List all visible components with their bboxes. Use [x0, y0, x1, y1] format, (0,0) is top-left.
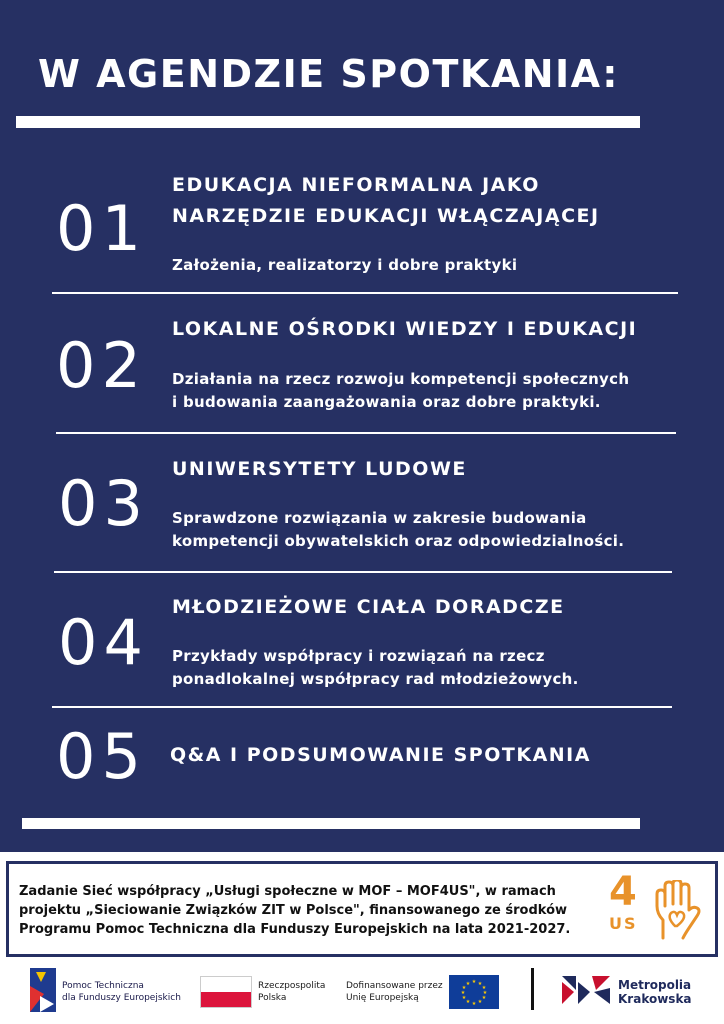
pl-logo-line: Polska [258, 993, 287, 1003]
svg-text:★: ★ [465, 999, 471, 1005]
svg-text:★: ★ [482, 990, 488, 996]
agenda-heading [172, 314, 637, 345]
agenda-description [172, 368, 629, 414]
funding-info-line: projektu „Sieciowanie Związków ZIT w Polsce", finansowanego ze środków [19, 903, 568, 918]
svg-text:★: ★ [471, 1001, 477, 1007]
agenda-description-line: i budowania zaangażowania oraz dobre praktyki. [172, 393, 601, 411]
svg-text:★: ★ [460, 990, 466, 996]
agenda-number: 02 [56, 329, 147, 402]
agenda-description-line: Przykłady współpracy i rozwiązań na rzecz [172, 647, 545, 665]
svg-text:★: ★ [477, 999, 483, 1005]
metropolia-logo-icon [562, 976, 612, 1006]
eu-flag-icon [449, 975, 499, 1009]
agenda-heading-line: MŁODZIEŻOWE CIAŁA DORADCZE [172, 596, 565, 618]
funding-info-text [19, 882, 570, 939]
hand-heart-icon [649, 880, 707, 944]
title-underline [16, 116, 640, 128]
eu-logo-line: Dofinansowane przez [346, 981, 443, 991]
fe-logo-line: Pomoc Techniczna [62, 981, 144, 991]
polish-flag-icon [200, 976, 252, 1008]
eu-logo-text [346, 980, 443, 1004]
funding-info-line: Programu Pomoc Techniczna dla Funduszy Europejskich na lata 2021-2027. [19, 922, 571, 937]
svg-text:★: ★ [481, 995, 487, 1001]
divider [52, 706, 672, 708]
pl-logo-line: Rzeczpospolita [258, 981, 326, 991]
svg-text:★: ★ [465, 981, 471, 987]
agenda-description-line: Sprawdzone rozwiązania w zakresie budowania [172, 509, 587, 527]
agenda-number: 04 [58, 606, 149, 679]
agenda-heading-line: EDUKACJA NIEFORMALNA JAKO [172, 174, 540, 196]
metropolia-logo-line: Metropolia [618, 978, 692, 992]
agenda-heading-line: NARZĘDZIE EDUKACJI WŁĄCZAJĄCEJ [172, 205, 600, 227]
agenda-description [172, 507, 624, 553]
footer-logos [0, 960, 724, 1024]
agenda-description-line: Działania na rzecz rozwoju kompetencji społecznych [172, 370, 630, 388]
svg-text:★: ★ [461, 985, 467, 991]
agenda-description [172, 254, 517, 277]
agenda-heading [172, 170, 600, 232]
footer-separator [531, 968, 534, 1010]
agenda-heading [172, 592, 565, 623]
fe-logo-text [62, 980, 181, 1004]
svg-text:★: ★ [461, 995, 467, 1001]
page-title: W AGENDZIE SPOTKANIA: [38, 52, 619, 96]
agenda-heading-line: Q&A I PODSUMOWANIE SPOTKANIA [170, 744, 591, 766]
bottom-bar [22, 818, 640, 829]
agenda-description-line: ponadlokalnej współpracy rad młodzieżowych. [172, 670, 579, 688]
mof4us-logo [607, 869, 707, 948]
logo-us-text: US [609, 914, 638, 933]
logo-4-text: 4 [609, 869, 637, 915]
agenda-number: 01 [56, 192, 147, 265]
agenda-heading-line: UNIWERSYTETY LUDOWE [172, 458, 467, 480]
agenda-description-line: Założenia, realizatorzy i dobre praktyki [172, 256, 518, 274]
metropolia-logo-line: Krakowska [618, 992, 692, 1006]
svg-text:★: ★ [477, 981, 483, 987]
divider [56, 432, 676, 434]
svg-text:★: ★ [471, 979, 477, 985]
divider [54, 571, 672, 573]
agenda-heading [172, 454, 467, 485]
pl-logo-text [258, 980, 325, 1004]
agenda-description-line: kompetencji obywatelskich oraz odpowiedzialności. [172, 532, 625, 550]
divider [52, 292, 678, 294]
funding-info-box [6, 861, 718, 957]
agenda-number: 03 [58, 467, 149, 540]
agenda-number: 05 [56, 720, 147, 793]
agenda-heading-line: LOKALNE OŚRODKI WIEDZY I EDUKACJI [172, 318, 638, 340]
metropolia-logo-text [618, 978, 692, 1006]
fe-logo-line: dla Funduszy Europejskich [62, 993, 181, 1003]
agenda-description [172, 645, 579, 691]
funding-info-line: Zadanie Sieć współpracy „Usługi społeczne w MOF – MOF4US", w ramach [19, 884, 556, 899]
fe-logo-icon [30, 968, 56, 1012]
agenda-heading [170, 740, 591, 771]
svg-text:★: ★ [481, 985, 487, 991]
eu-logo-line: Unię Europejską [346, 993, 419, 1003]
